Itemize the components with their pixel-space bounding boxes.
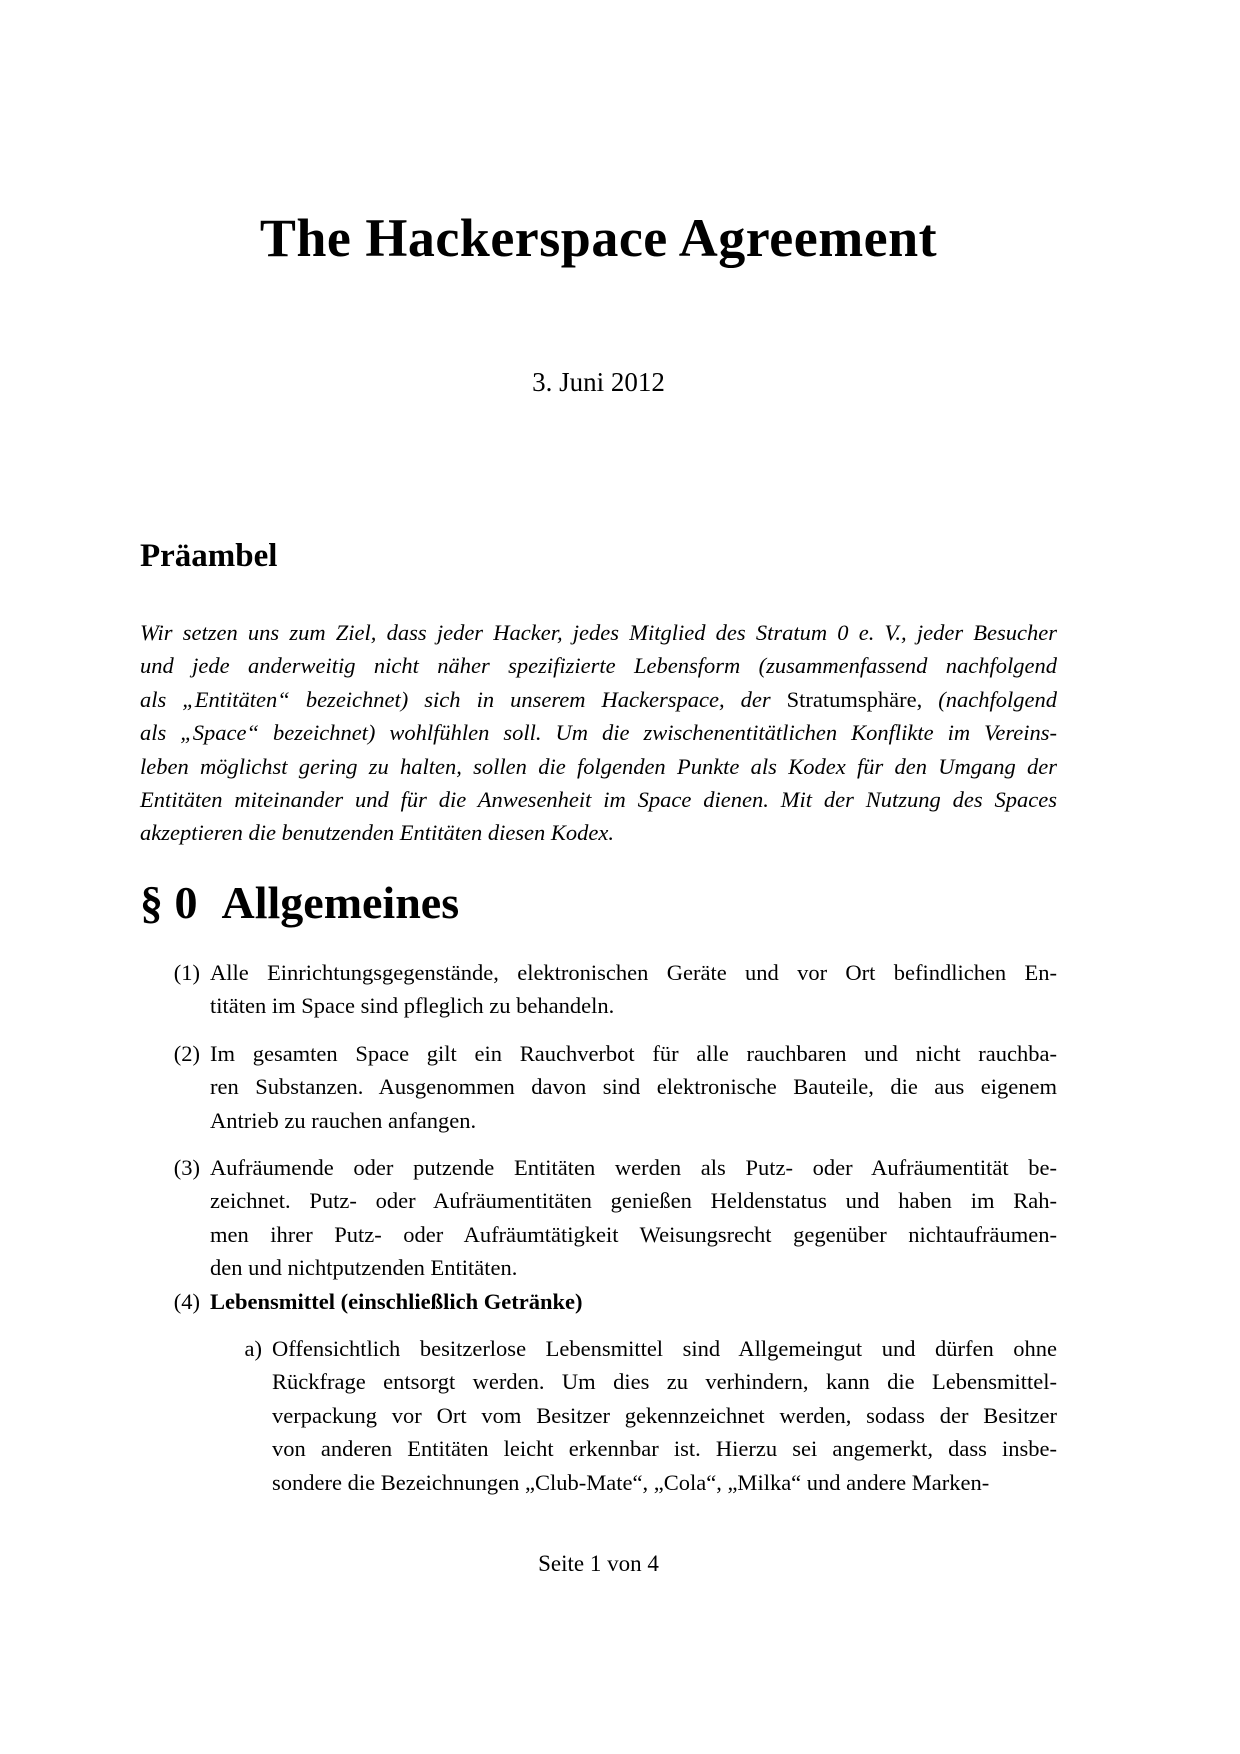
subitem-text-line: Rückfrage entsorgt werden. Um dies zu verhindern, kann die Lebensmittel- (272, 1369, 1057, 1395)
preamble-upright-term: Stratumsphäre, (786, 686, 923, 712)
preamble-line: Entitäten miteinander und für die Anwesenheit im Space dienen. Mit der Nutzung des Spaces (140, 787, 1057, 813)
item-label: (1) (173, 960, 200, 985)
subitem-a (272, 1332, 1057, 1499)
section-0-heading (140, 878, 1057, 929)
preamble-line (140, 683, 1057, 716)
item-text-line: men ihrer Putz- oder Aufräumtätigkeit Weisungsrecht gegenüber nichtaufräumen- (210, 1221, 1057, 1247)
preamble-line: Wir setzen uns zum Ziel, dass jeder Hacker, jedes Mitglied des Stratum 0 e. V., jeder Besucher (140, 620, 1057, 645)
preamble-line: akzeptieren die benutzenden Entitäten diesen Kodex. (140, 820, 615, 846)
preamble-paragraph (140, 616, 1057, 850)
subitem-text-line: verpackung vor Ort vom Besitzer gekennzeichnet werden, sodass der Besitzer (272, 1402, 1057, 1428)
section-number: § 0 (140, 877, 198, 928)
page-number: Seite 1 von 4 (538, 1551, 659, 1576)
list-item-2 (210, 1037, 1057, 1137)
subitem-text-line: Offensichtlich besitzerlose Lebensmittel sind Allgemeingut und dürfen ohne (272, 1336, 1057, 1361)
item-label: (4) (173, 1289, 200, 1314)
item-text-line: Alle Einrichtungsgegenstände, elektronischen Geräte und vor Ort befindlichen En- (210, 960, 1057, 985)
item-label: (3) (173, 1155, 200, 1180)
subitem-text-line: sondere die Bezeichnungen „Club-Mate“, „Cola“, „Milka“ und andere Marken- (272, 1469, 990, 1495)
subitem-text-line: von anderen Entitäten leicht erkennbar ist. Hierzu sei angemerkt, dass insbe- (272, 1436, 1057, 1462)
list-item-4 (210, 1285, 1057, 1318)
preamble-heading: Präambel (140, 538, 278, 574)
subitem-label: a) (244, 1336, 262, 1361)
list-item-1 (210, 956, 1057, 1023)
item-label: (2) (173, 1041, 200, 1066)
section-title: Allgemeines (221, 877, 460, 928)
preamble-line: und jede anderweitig nicht näher spezifizierte Lebensform (zusammenfassend nachfolgend (140, 653, 1057, 679)
document-date: 3. Juni 2012 (532, 367, 665, 397)
document-title: The Hackerspace Agreement (259, 208, 938, 268)
item-4-heading: Lebensmittel (einschließlich Getränke) (210, 1289, 583, 1314)
item-text-line: ren Substanzen. Ausgenommen davon sind elektronische Bauteile, die aus eigenem (210, 1074, 1057, 1100)
item-text-line: Aufräumende oder putzende Entitäten werden als Putz- oder Aufräumentität be- (210, 1155, 1057, 1180)
item-text-line: zeichnet. Putz- oder Aufräumentitäten genießen Heldenstatus und haben im Rah- (210, 1188, 1057, 1214)
preamble-line: als „Space“ bezeichnet) wohlfühlen soll. Um die zwischenentitätlichen Konflikte im Vereins- (140, 720, 1057, 746)
preamble-line: leben möglichst gering zu halten, sollen die folgenden Punkte als Kodex für den Umgang der (140, 753, 1057, 779)
item-text-line: den und nichtputzenden Entitäten. (210, 1255, 518, 1281)
preamble-line-segment: (nachfolgend (922, 686, 1057, 712)
item-text-line: Im gesamten Space gilt ein Rauchverbot für alle rauchbaren und nicht rauchba- (210, 1041, 1057, 1066)
item-text-line: titäten im Space sind pfleglich zu behandeln. (210, 993, 615, 1019)
item-text-line: Antrieb zu rauchen anfangen. (210, 1107, 477, 1133)
list-item-3 (210, 1151, 1057, 1285)
preamble-line-segment: als „Entitäten“ bezeichnet) sich in unserem Hackerspace, der (140, 686, 787, 712)
